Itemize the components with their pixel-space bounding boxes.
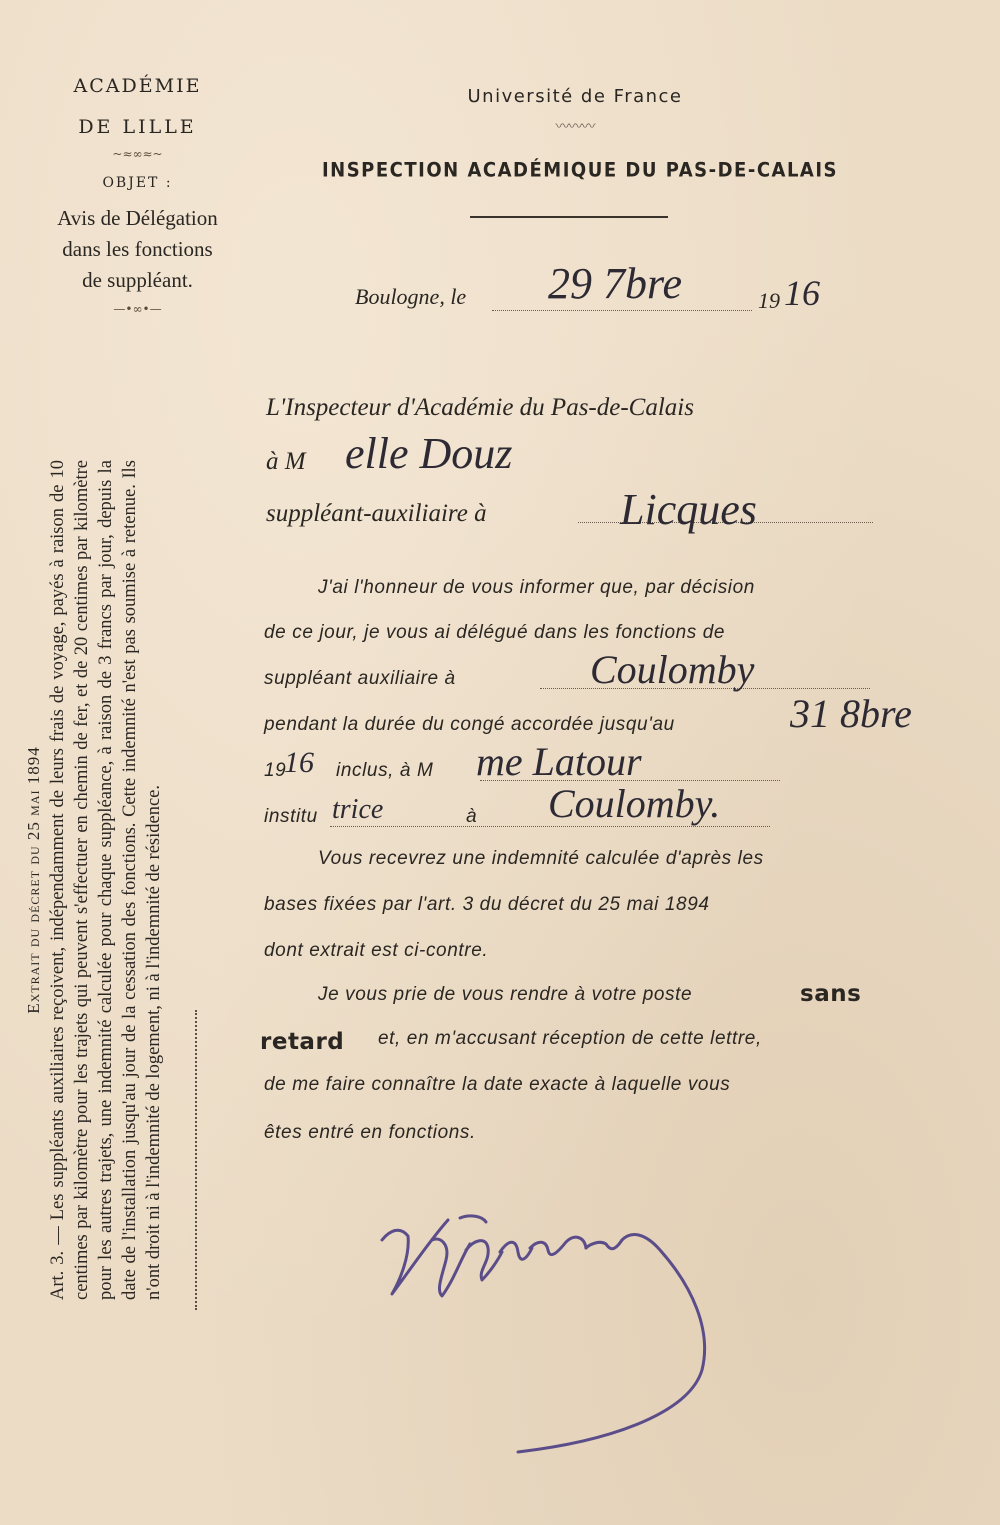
signature-icon bbox=[370, 1200, 730, 1460]
handwritten-post: Licques bbox=[620, 485, 757, 534]
left-header bbox=[20, 74, 255, 316]
subject-line-1: Avis de Délégation bbox=[57, 206, 218, 230]
handwritten-date: 29 7bre bbox=[548, 259, 683, 308]
handwritten-year-2: 16 bbox=[284, 746, 314, 779]
subject-line-3: de suppléant. bbox=[82, 268, 193, 292]
body-p1-line2: de ce jour, je vous ai délégué dans les fonctions de bbox=[264, 622, 726, 643]
sender-line: L'Inspecteur d'Académie du Pas-de-Calais bbox=[266, 394, 694, 421]
header-rule bbox=[470, 216, 668, 218]
body-p1-line6: institu bbox=[264, 806, 318, 827]
handwritten-suffix: trice bbox=[332, 794, 384, 825]
decree-dotted-line bbox=[195, 1010, 197, 1310]
academy-name: ACADÉMIE bbox=[73, 75, 202, 97]
body-p1-line1: J'ai l'honneur de vous informer que, par décision bbox=[318, 577, 755, 598]
body-p1-line4: pendant la durée du congé accordée jusqu'au bbox=[264, 714, 675, 735]
handwritten-recipient: elle Douz bbox=[345, 429, 513, 478]
decree-text: Art. 3. — Les suppléants auxiliaires reçoivent, indépendamment de leurs frais de voyage, payés à raison de 10 centimes par kilomètre pour les trajets qui peuvent s'effectuer en chemin de fer, et de 20 centimes par kilomètre pour les autres trajets, une indemnité calculée pour chaque suppléance, à raison de 3 francs par jour, depuis la date de l'installation jusqu'au jour de la cessation des fonctions. Cette indemnité n'est pas soumise à retenue. Ils n'ont droit ni à l'indemnité de logement, ni à l'indemnité de résidence. bbox=[48, 460, 164, 1300]
ornament-icon: ~≈∞≈~ bbox=[112, 147, 163, 161]
body-p1-line5: inclus, à M bbox=[336, 760, 434, 781]
objet-label: OBJET : bbox=[102, 175, 173, 191]
decree-excerpt bbox=[22, 460, 202, 1300]
handwritten-absentee: me Latour bbox=[476, 739, 642, 784]
body-p2-line3: dont extrait est ci-contre. bbox=[264, 940, 489, 961]
body-p3-line2: et, en m'accusant réception de cette lettre, bbox=[378, 1028, 762, 1049]
recipient-prefix: à M bbox=[266, 448, 306, 475]
academy-city: DE LILLE bbox=[78, 116, 197, 138]
body-p2-line1: Vous recevrez une indemnité calculée d'après les bbox=[318, 848, 764, 869]
university-title: Université de France bbox=[467, 86, 683, 107]
date-place: Boulogne, le bbox=[355, 284, 467, 309]
handwritten-commune: Coulomby bbox=[590, 647, 755, 692]
bold-retard: retard bbox=[260, 1029, 345, 1055]
date-year-prefix: 19 bbox=[758, 288, 780, 313]
body-p1-line3: suppléant auxiliaire à bbox=[264, 668, 456, 689]
handwritten-year: 16 bbox=[784, 273, 820, 313]
ornament-icon: —•∞•— bbox=[113, 302, 162, 316]
subject-line-2: dans les fonctions bbox=[62, 237, 213, 261]
body-p1-a: à bbox=[466, 806, 478, 827]
position-prefix: suppléant-auxiliaire à bbox=[266, 500, 487, 527]
body-p2-line2: bases fixées par l'art. 3 du décret du 25 mai 1894 bbox=[264, 894, 710, 915]
body-p3-line4: êtes entré en fonctions. bbox=[264, 1122, 476, 1143]
handwritten-commune-2: Coulomby. bbox=[548, 781, 721, 826]
body-p3-line3: de me faire connaître la date exacte à laquelle vous bbox=[264, 1074, 731, 1095]
body-p3-line1: Je vous prie de vous rendre à votre poste bbox=[318, 984, 693, 1005]
inspection-title: INSPECTION ACADÉMIQUE DU PAS-DE-CALAIS bbox=[321, 159, 839, 182]
bold-sans: sans bbox=[800, 981, 862, 1007]
wave-ornament-icon: 〰〰〰 bbox=[555, 119, 595, 135]
body-p1-year: 19 bbox=[264, 760, 287, 781]
decree-title: Extrait du décret du 25 mai 1894 bbox=[24, 746, 43, 1014]
date-dotted-line bbox=[492, 310, 752, 311]
handwritten-end-date: 31 8bre bbox=[790, 691, 912, 736]
